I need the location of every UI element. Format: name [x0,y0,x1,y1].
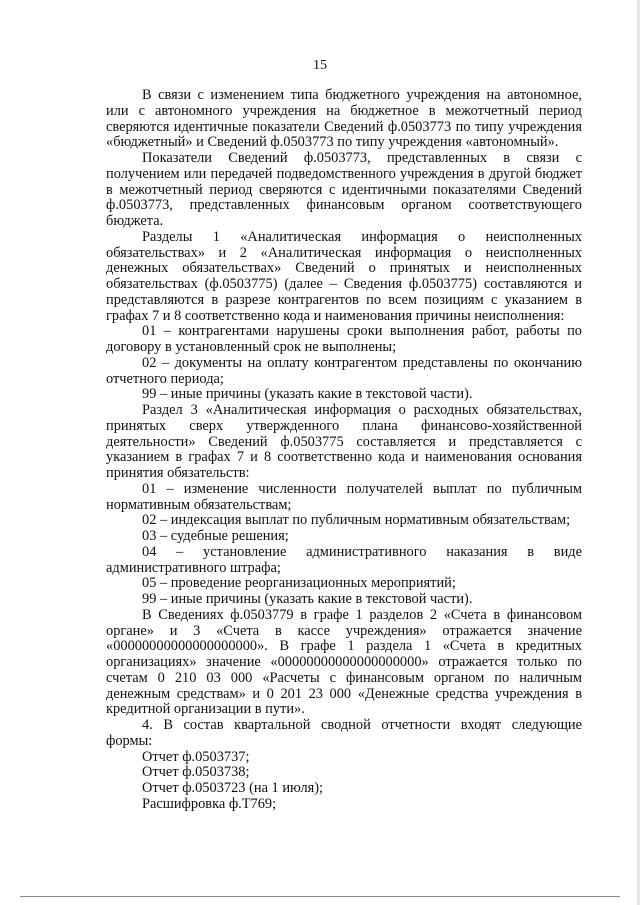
list-item-form-0503738: Отчет ф.0503738; [142,764,250,781]
paragraph-transfer-budget: Показатели Сведений ф.0503773, представленных в связи с получением или передачей подведомственного учреждения в другой бюджет в межотчетный период сверяются с идентичными показателями Сведений ф.0503773, представленных финансовым органом соответствующего бюджета. [106,150,582,229]
list-item-basis-04: 04 – установление административного наказания в виде административного штрафа; [106,543,582,576]
bottom-rule [20,896,620,897]
document-body [106,88,582,813]
list-item-basis-03: 03 – судебные решения; [142,528,289,544]
list-item-form-0503723: Отчет ф.0503723 (на 1 июля); [142,780,324,796]
paragraph-type-change: В связи с изменением типа бюджетного учреждения на автономное, или с автономного учреждения на бюджетное в межотчетный период сверяются идентичные показатели Сведений ф.0503773 по типу учреждения «бюджетный» и Сведений ф.0503773 по типу учреждения «автономный». [106,87,582,151]
paragraph-quarterly-forms: 4. В состав квартальной сводной отчетности входят следующие формы: [106,717,582,749]
page-number: 15 [313,58,327,73]
list-item-basis-05: 05 – проведение реорганизационных мероприятий; [142,575,456,592]
list-item-basis-99: 99 – иные причины (указать какие в текстовой части). [142,591,473,607]
list-item-reason-99: 99 – иные причины (указать какие в текстовой части). [142,386,473,403]
list-item-basis-01: 01 – изменение численности получателей выплат по публичным нормативным обязательствам; [106,480,582,513]
paragraph-section-3: Раздел 3 «Аналитическая информация о расходных обязательствах, принятых сверх утвержденного плана финансово-хозяйственной деятельности» Сведений ф.0503775 составляется и представляется с указанием в графах 7 и 8 соответственно кода и наименования основания принятия обязательств: [106,402,582,481]
paragraph-form-0503779: В Сведениях ф.0503779 в графе 1 разделов 2 «Счета в финансовом органе» и 3 «Счета в кассе учреждения» отражается значение «00000000000000000000». В графе 1 раздела 1 «Счета в кредитных организациях» значение «00000000000000000000» отражается только по счетам 0 210 03 000 «Расчеты с финансовым органом по наличным денежным средствам» и 0 201 23 000 «Денежные средства учреждения в кредитной организации в пути». [106,606,582,718]
list-item-reason-01: 01 – контрагентами нарушены сроки выполнения работ, работы по договору в установленный срок не выполнены; [106,323,582,355]
list-item-form-t769: Расшифровка ф.Т769; [142,795,277,812]
list-item-form-0503737: Отчет ф.0503737; [142,748,250,765]
list-item-basis-02: 02 – индексация выплат по публичным нормативным обязательствам; [142,512,571,529]
paragraph-sections-1-2: Разделы 1 «Аналитическая информация о неисполненных обязательствах» и 2 «Аналитическая информация о неисполненных денежных обязательствах» Сведений о принятых и неисполненных обязательствах (ф.0503775) (далее – Сведения ф.0503775) составляются и представляются в разрезе контрагентов по всем позициям с указанием в графах 7 и 8 соответственно кода и наименования причины неисполнения: [106,228,582,324]
list-item-reason-02: 02 – документы на оплату контрагентом представлены по окончанию отчетного периода; [106,354,582,387]
